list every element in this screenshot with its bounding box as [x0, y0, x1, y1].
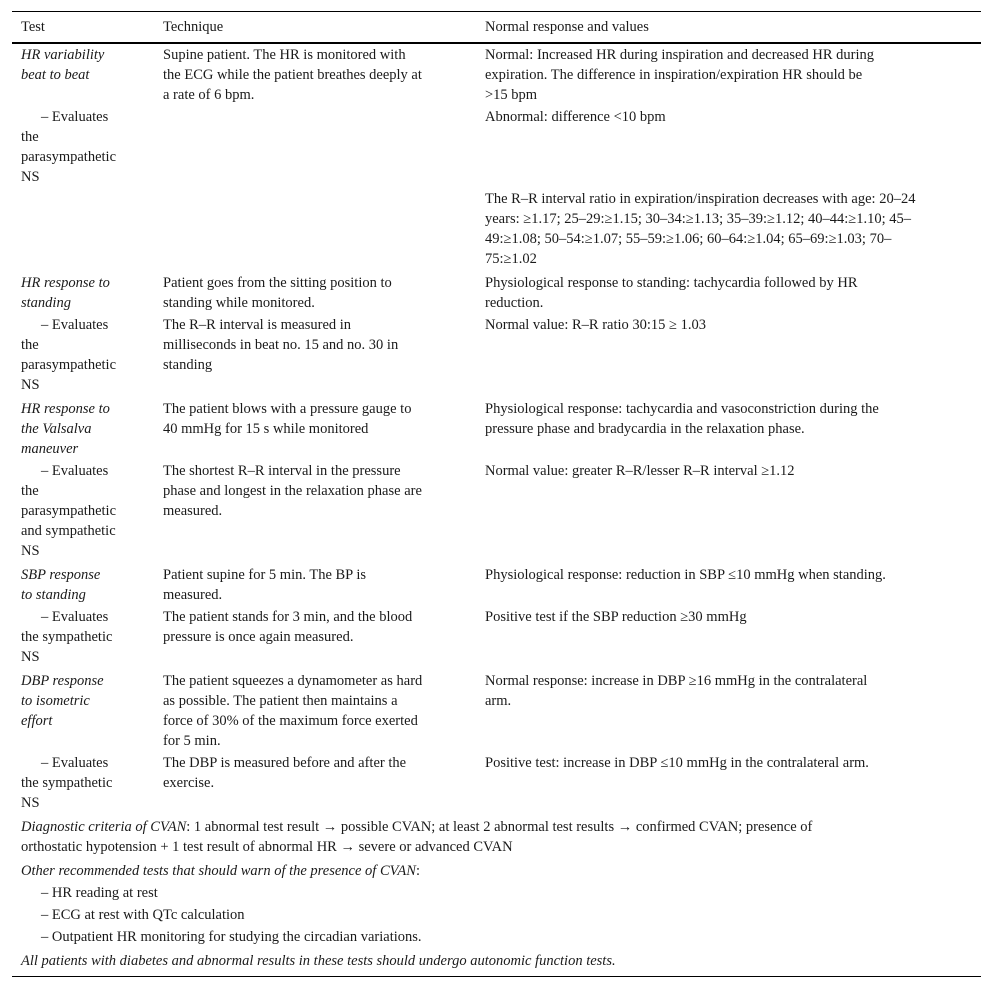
- test-name: beat to beat: [21, 67, 90, 83]
- technique-text: milliseconds in beat no. 15 and no. 30 in: [163, 337, 399, 353]
- normal-text: The R–R interval ratio in expiration/inspiration decreases with age: 20–24: [485, 191, 916, 207]
- technique-text: standing: [163, 357, 213, 373]
- test-evaluates: NS: [21, 377, 40, 393]
- test-name: maneuver: [21, 441, 79, 457]
- technique-text: The shortest R–R interval in the pressure: [163, 463, 401, 479]
- technique-text: as possible. The patient then maintains a: [163, 693, 398, 709]
- normal-text: 75:≥1.02: [485, 251, 537, 267]
- test-name: SBP response: [21, 567, 101, 583]
- table-header-rule: [12, 42, 981, 44]
- normal-text: Physiological response: tachycardia and vasoconstriction during the: [485, 401, 879, 417]
- test-evaluates: the: [21, 129, 39, 145]
- test-name: effort: [21, 713, 53, 729]
- test-evaluates: NS: [21, 169, 40, 185]
- technique-text: Supine patient. The HR is monitored with: [163, 47, 406, 63]
- column-header-test: Test: [21, 19, 45, 35]
- test-evaluates: NS: [21, 795, 40, 811]
- final-note: All patients with diabetes and abnormal results in these tests should undergo autonomic function tests.: [21, 953, 616, 969]
- technique-text: pressure is once again measured.: [163, 629, 354, 645]
- normal-text: Abnormal: difference <10 bpm: [485, 109, 666, 125]
- test-evaluates: the sympathetic: [21, 629, 113, 645]
- technique-text: standing while monitored.: [163, 295, 315, 311]
- test-evaluates: the: [21, 337, 39, 353]
- normal-text: pressure phase and bradycardia in the relaxation phase.: [485, 421, 805, 437]
- test-evaluates: – Evaluates: [41, 463, 109, 479]
- normal-text: Positive test: increase in DBP ≤10 mmHg in the contralateral arm.: [485, 755, 869, 771]
- test-name: HR variability: [21, 47, 105, 63]
- test-evaluates: – Evaluates: [41, 609, 109, 625]
- technique-text: measured.: [163, 503, 223, 519]
- test-name: standing: [21, 295, 71, 311]
- table-top-rule: [12, 11, 981, 12]
- normal-text: Normal: Increased HR during inspiration and decreased HR during: [485, 47, 874, 63]
- technique-text: force of 30% of the maximum force exerted: [163, 713, 418, 729]
- normal-text: Physiological response: reduction in SBP ≤10 mmHg when standing.: [485, 567, 886, 583]
- test-evaluates: the sympathetic: [21, 775, 113, 791]
- test-name: to standing: [21, 587, 86, 603]
- technique-text: measured.: [163, 587, 223, 603]
- normal-text: arm.: [485, 693, 512, 709]
- list-item: – Outpatient HR monitoring for studying the circadian variations.: [41, 929, 422, 945]
- test-name: the Valsalva: [21, 421, 92, 437]
- technique-text: the ECG while the patient breathes deeply at: [163, 67, 422, 83]
- technique-text: The DBP is measured before and after the: [163, 755, 407, 771]
- normal-text: Normal response: increase in DBP ≥16 mmHg in the contralateral: [485, 673, 868, 689]
- test-evaluates: – Evaluates: [41, 109, 109, 125]
- diagnostic-criteria-note: [21, 817, 812, 837]
- test-name: HR response to: [21, 401, 110, 417]
- other-tests-heading: [21, 861, 420, 881]
- technique-text: exercise.: [163, 775, 215, 791]
- technique-text: The R–R interval is measured in: [163, 317, 352, 333]
- technique-text: for 5 min.: [163, 733, 221, 749]
- technique-text: a rate of 6 bpm.: [163, 87, 255, 103]
- normal-text: >15 bpm: [485, 87, 538, 103]
- test-evaluates: – Evaluates: [41, 755, 109, 771]
- test-name: HR response to: [21, 275, 110, 291]
- list-item: – ECG at rest with QTc calculation: [41, 907, 245, 923]
- diagnostic-criteria-text: : 1 abnormal test result → possible CVAN; at least 2 abnormal test results → confirmed CVAN; presence of: [186, 819, 813, 835]
- normal-text: expiration. The difference in inspiration/expiration HR should be: [485, 67, 863, 83]
- technique-text: 40 mmHg for 15 s while monitored: [163, 421, 369, 437]
- test-evaluates: parasympathetic: [21, 357, 117, 373]
- normal-text: Positive test if the SBP reduction ≥30 mmHg: [485, 609, 747, 625]
- diagnostic-criteria-label: Diagnostic criteria of CVAN: [21, 819, 187, 835]
- technique-text: phase and longest in the relaxation phase are: [163, 483, 422, 499]
- normal-text: 49:≥1.08; 50–54:≥1.07; 55–59:≥1.06; 60–64:≥1.04; 65–69:≥1.03; 70–: [485, 231, 892, 247]
- diagnostic-criteria-text-cont: orthostatic hypotension + 1 test result of abnormal HR → severe or advanced CVAN: [21, 839, 513, 855]
- test-evaluates: parasympathetic: [21, 503, 117, 519]
- technique-text: The patient blows with a pressure gauge to: [163, 401, 412, 417]
- test-evaluates: and sympathetic: [21, 523, 116, 539]
- technique-text: The patient squeezes a dynamometer as hard: [163, 673, 423, 689]
- test-evaluates: the: [21, 483, 39, 499]
- list-item: – HR reading at rest: [41, 885, 158, 901]
- column-header-technique: Technique: [163, 19, 224, 35]
- table-bottom-rule: [12, 976, 981, 977]
- normal-text: reduction.: [485, 295, 544, 311]
- normal-text: Physiological response to standing: tachycardia followed by HR: [485, 275, 858, 291]
- other-tests-label: Other recommended tests that should warn of the presence of CVAN: [21, 863, 416, 879]
- test-name: to isometric: [21, 693, 90, 709]
- normal-text: Normal value: R–R ratio 30:15 ≥ 1.03: [485, 317, 706, 333]
- technique-text: The patient stands for 3 min, and the blood: [163, 609, 413, 625]
- normal-text: Normal value: greater R–R/lesser R–R interval ≥1.12: [485, 463, 795, 479]
- test-evaluates: NS: [21, 649, 40, 665]
- test-evaluates: parasympathetic: [21, 149, 117, 165]
- technique-text: Patient supine for 5 min. The BP is: [163, 567, 366, 583]
- technique-text: Patient goes from the sitting position to: [163, 275, 392, 291]
- test-name: DBP response: [21, 673, 104, 689]
- test-evaluates: – Evaluates: [41, 317, 109, 333]
- other-tests-colon: :: [415, 863, 420, 879]
- test-evaluates: NS: [21, 543, 40, 559]
- normal-text: years: ≥1.17; 25–29:≥1.15; 30–34:≥1.13; 35–39:≥1.12; 40–44:≥1.10; 45–: [485, 211, 912, 227]
- column-header-normal-response: Normal response and values: [485, 19, 649, 35]
